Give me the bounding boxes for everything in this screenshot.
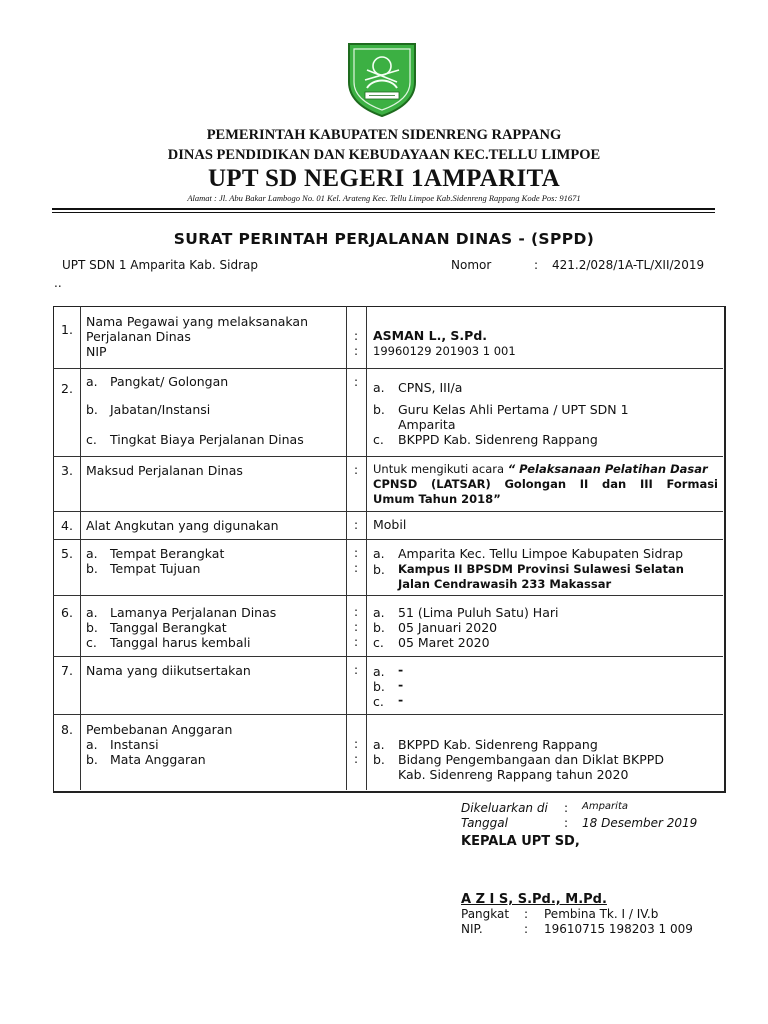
row-number: 3. xyxy=(61,463,73,478)
nomor-colon: : xyxy=(534,258,539,272)
item-letter: b. xyxy=(373,679,385,694)
item-letter: a. xyxy=(373,664,385,679)
item-letter: b. xyxy=(86,620,98,635)
issued-at-label: Dikeluarkan di xyxy=(461,801,548,815)
nip-label: NIP. xyxy=(461,922,483,936)
colon: : xyxy=(354,635,359,649)
return-date-value: 05 Maret 2020 xyxy=(398,635,490,650)
duration-value: 51 (Lima Puluh Satu) Hari xyxy=(398,605,559,620)
letterhead-rule-thick xyxy=(52,208,715,210)
nip-label: NIP xyxy=(86,344,107,359)
companion-c: - xyxy=(398,692,404,707)
return-date-label: Tanggal harus kembali xyxy=(110,635,251,650)
agency-value: BKPPD Kab. Sidenreng Rappang xyxy=(398,737,598,752)
row-number: 2. xyxy=(61,381,73,396)
rank-value: CPNS, III/a xyxy=(398,380,463,395)
document-title: SURAT PERINTAH PERJALANAN DINAS - (SPPD) xyxy=(173,230,595,248)
item-letter: b. xyxy=(373,752,385,767)
purpose-intro: Untuk mengikuti acara xyxy=(373,462,505,476)
row-number: 7. xyxy=(61,663,73,678)
rank-label: Pangkat/ Golongan xyxy=(110,374,229,389)
row-number: 8. xyxy=(61,722,73,737)
cost-level-value: BKPPD Kab. Sidenreng Rappang xyxy=(398,432,598,447)
row-divider xyxy=(53,456,723,457)
destination-value: Kampus II BPSDM Provinsi Sulawesi Selatan xyxy=(398,562,684,576)
row-divider xyxy=(53,511,723,512)
government-name: PEMERINTAH KABUPATEN SIDENRENG RAPPANG xyxy=(206,127,562,143)
row-divider xyxy=(53,539,723,540)
departure-date-label: Tanggal Berangkat xyxy=(110,620,227,635)
colon: : xyxy=(354,546,359,560)
item-letter: a. xyxy=(86,374,98,389)
colon: : xyxy=(524,922,529,936)
colon: : xyxy=(354,663,359,677)
item-letter: b. xyxy=(86,561,98,576)
purpose-event: “ Pelaksanaan Pelatihan Dasar xyxy=(507,462,708,476)
school-name: UPT SD NEGERI 1AMPARITA xyxy=(207,165,561,192)
rank-value: Pembina Tk. I / IV.b xyxy=(544,907,659,921)
item-letter: a. xyxy=(373,380,385,395)
colon: : xyxy=(354,561,359,575)
rank-label: Pangkat xyxy=(461,907,510,921)
departure-place-label: Tempat Berangkat xyxy=(110,546,225,561)
position-value-cont: Amparita xyxy=(398,417,456,432)
purpose-value xyxy=(373,462,718,477)
travel-cost-level-label: Tingkat Biaya Perjalanan Dinas xyxy=(110,432,304,447)
item-letter: b. xyxy=(373,402,385,417)
row-number: 5. xyxy=(61,546,73,561)
colon: : xyxy=(524,907,529,921)
companion-a: - xyxy=(398,662,404,677)
item-letter: a. xyxy=(373,737,385,752)
duration-label: Lamanya Perjalanan Dinas xyxy=(110,605,277,620)
row-divider xyxy=(53,656,723,657)
issued-at-value: Amparita xyxy=(582,801,628,812)
transport-value: Mobil xyxy=(373,517,407,532)
dots: .. xyxy=(54,276,62,290)
purpose-event-cont: CPNSD (LATSAR) Golongan II dan III Formasi xyxy=(373,477,718,491)
row-number: 4. xyxy=(61,518,73,533)
colon: : xyxy=(354,463,359,477)
item-letter: a. xyxy=(373,605,385,620)
item-letter: b. xyxy=(373,620,385,635)
signatory-position: KEPALA UPT SD, xyxy=(461,834,580,849)
signatory-name: A Z I S, S.Pd., M.Pd. xyxy=(461,892,607,907)
date-label: Tanggal xyxy=(461,816,508,830)
colon: : xyxy=(354,375,359,389)
colon: : xyxy=(354,518,359,532)
companions-label: Nama yang diikutsertakan xyxy=(86,663,251,678)
item-letter: b. xyxy=(373,562,385,577)
nomor-label: Nomor xyxy=(451,258,492,272)
destination-label: Tempat Tujuan xyxy=(110,561,201,576)
agency-label: Instansi xyxy=(110,737,159,752)
row-divider xyxy=(53,368,723,369)
item-letter: a. xyxy=(86,605,98,620)
colon: : xyxy=(354,752,359,766)
column-divider xyxy=(346,306,347,790)
destination-value-cont: Jalan Cendrawasih 233 Makassar xyxy=(398,577,612,591)
departure-place-value: Amparita Kec. Tellu Limpoe Kabupaten Sidrap xyxy=(398,546,684,561)
colon: : xyxy=(354,737,359,751)
employee-name: ASMAN L., S.Pd. xyxy=(373,328,488,343)
purpose-event-end: Umum Tahun 2018” xyxy=(373,492,501,506)
item-letter: c. xyxy=(373,432,384,447)
column-divider xyxy=(366,306,367,790)
budget-account-value-cont: Kab. Sidenreng Rappang tahun 2020 xyxy=(398,767,629,782)
item-letter: a. xyxy=(86,546,98,561)
nomor-value: 421.2/028/1A-TL/XII/2019 xyxy=(552,258,705,272)
budget-label: Pembebanan Anggaran xyxy=(86,722,233,737)
colon: : xyxy=(564,801,569,815)
row-number: 1. xyxy=(61,322,73,337)
employee-nip: 19960129 201903 1 001 xyxy=(373,344,516,358)
row-divider xyxy=(53,595,723,596)
item-letter: c. xyxy=(86,635,97,650)
regency-emblem-logo xyxy=(343,40,421,118)
item-letter: a. xyxy=(86,737,98,752)
colon: : xyxy=(354,605,359,619)
item-letter: b. xyxy=(86,752,98,767)
school-address: Alamat : Jl. Abu Bakar Lambogo No. 01 Kel. Arateng Kec. Tellu Limpoe Kab.Sidenreng Rappang Kode Pos: 91671 xyxy=(187,193,581,203)
letterhead-rule-thin xyxy=(52,212,715,213)
colon: : xyxy=(354,329,359,343)
row-divider xyxy=(53,714,723,715)
row-number: 6. xyxy=(61,605,73,620)
item-letter: c. xyxy=(373,635,384,650)
item-letter: b. xyxy=(86,402,98,417)
budget-account-value: Bidang Pengembangaan dan Diklat BKPPD xyxy=(398,752,664,767)
nip-value: 19610715 198203 1 009 xyxy=(544,922,693,936)
colon: : xyxy=(354,620,359,634)
purpose-label: Maksud Perjalanan Dinas xyxy=(86,463,243,478)
department-name: DINAS PENDIDIKAN DAN KEBUDAYAAN KEC.TELLU LIMPOE xyxy=(167,147,601,163)
position-label: Jabatan/Instansi xyxy=(110,402,211,417)
issuer-line: UPT SDN 1 Amparita Kab. Sidrap xyxy=(62,258,259,272)
colon: : xyxy=(354,344,359,358)
employee-label-cont: Perjalanan Dinas xyxy=(86,329,191,344)
column-divider xyxy=(80,306,81,790)
departure-date-value: 05 Januari 2020 xyxy=(398,620,498,635)
budget-account-label: Mata Anggaran xyxy=(110,752,206,767)
companion-b: - xyxy=(398,677,404,692)
item-letter: c. xyxy=(373,694,384,709)
colon: : xyxy=(564,816,569,830)
date-value: 18 Desember 2019 xyxy=(582,816,698,830)
position-value: Guru Kelas Ahli Pertama / UPT SDN 1 xyxy=(398,402,629,417)
item-letter: a. xyxy=(373,546,385,561)
transport-label: Alat Angkutan yang digunakan xyxy=(86,518,279,533)
item-letter: c. xyxy=(86,432,97,447)
employee-label: Nama Pegawai yang melaksanakan xyxy=(86,314,309,329)
